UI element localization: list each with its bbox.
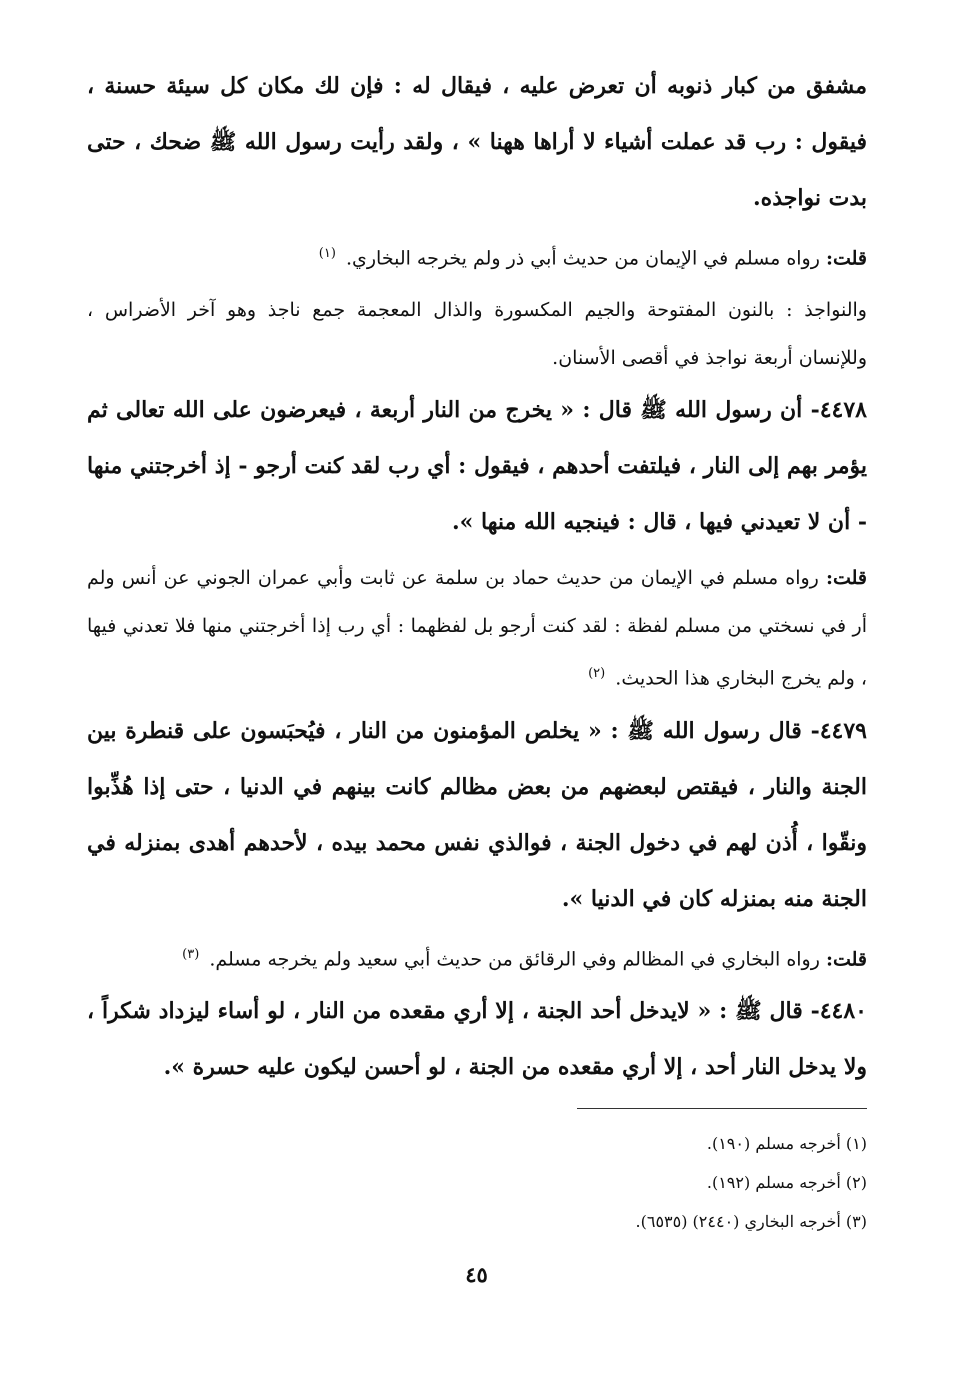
- note-label: قلت:: [825, 947, 867, 970]
- note-label: قلت:: [825, 247, 867, 270]
- hadith-4479: [87, 703, 867, 927]
- body-text: [87, 58, 867, 1095]
- paragraph-text: رواه البخاري في المظالم وفي الرقائق من حديث أبي سعيد ولم يخرجه مسلم.: [209, 947, 820, 970]
- paragraph-text: رواه مسلم في الإيمان من حديث حماد بن سلمة عن ثابت وأبي عمران الجوني عن أنس ولم أر في نسختي من مسلم لفظة : لقد كنت أرجو بل لفظهما : أي رب إذا أخرجتني منها فلا تعدني فيها ، ولم يخرج البخاري هذا الحديث.: [87, 567, 867, 690]
- page-number: ٤٥: [465, 1262, 488, 1287]
- footnote-reference: (٣): [182, 946, 200, 962]
- paragraph-text: مشفق من كبار ذنوبه أن تعرض عليه ، فيقال له : فإن لك مكان كل سيئة حسنة ، فيقول : رب قد عملت أشياء لا أراها ههنا » ، ولقد رأيت رسول الله ﷺ ضحك ، حتى بدت نواجذه.: [87, 73, 867, 211]
- paragraph-text: والنواجذ : بالنون المفتوحة والجيم المكسورة والذال المعجمة جمع ناجذ وهو آخر الأضراس ، وللإنسان أربعة نواجذ في أقصى الأسنان.: [87, 299, 867, 370]
- footnotes: [367, 1124, 867, 1241]
- commentary-note: [87, 554, 867, 702]
- paragraph-text: ٤٤٧٨- أن رسول الله ﷺ قال : « يخرج من النار أربعة ، فيعرضون على الله تعالى ثم يؤمر بهم إلى النار ، فيلتفت أحدهم ، فيقول : أي رب لقد كنت أرجو - إذ أخرجتني منها - أن لا تعيدني فيها ، قال : فينجيه الله منها ».: [87, 397, 867, 536]
- hadith-continuation: [87, 58, 867, 226]
- footnote-item: (٢) أخرجه مسلم (١٩٢).: [706, 1173, 867, 1192]
- paragraph-text: ٤٤٧٩- قال رسول الله ﷺ : « يخلص المؤمنون من النار ، فيُحبَسون على قنطرة بين الجنة والنار ، فيقتص لبعضهم من بعض مظالم كانت بينهم في الدنيا ، حتى إذا هُذِّبوا ونقّوا ، أُذن لهم في دخول الجنة ، فوالذي نفس محمد بيده ، لأحدهم أهدى بمنزله في الجنة منه بمنزله كان في الدنيا ».: [87, 717, 867, 912]
- commentary-note: [87, 931, 867, 983]
- commentary-note: [87, 230, 867, 282]
- footnote-item: (١) أخرجه مسلم (١٩٠).: [706, 1134, 867, 1153]
- hadith-4478: [87, 382, 867, 550]
- footnote-reference: (٢): [588, 666, 606, 682]
- definition-note: [87, 286, 867, 382]
- paragraph-text: رواه مسلم في الإيمان من حديث أبي ذر ولم يخرجه البخاري.: [345, 247, 820, 270]
- footnote-reference: (١): [318, 246, 336, 261]
- footnote-divider: [577, 1108, 867, 1109]
- footnote-item: (٣) أخرجه البخاري (٢٤٤٠) (٦٥٣٥).: [635, 1212, 867, 1231]
- hadith-4480: [87, 983, 867, 1095]
- paragraph-text: ٤٤٨٠- قال ﷺ : « لايدخل أحد الجنة ، إلا أري مقعده من النار ، لو أساء ليزداد شكراً ، ولا يدخل النار أحد ، إلا أري مقعده من الجنة ، لو أحسن ليكون عليه حسرة ».: [87, 997, 867, 1080]
- note-label: قلت:: [825, 567, 868, 590]
